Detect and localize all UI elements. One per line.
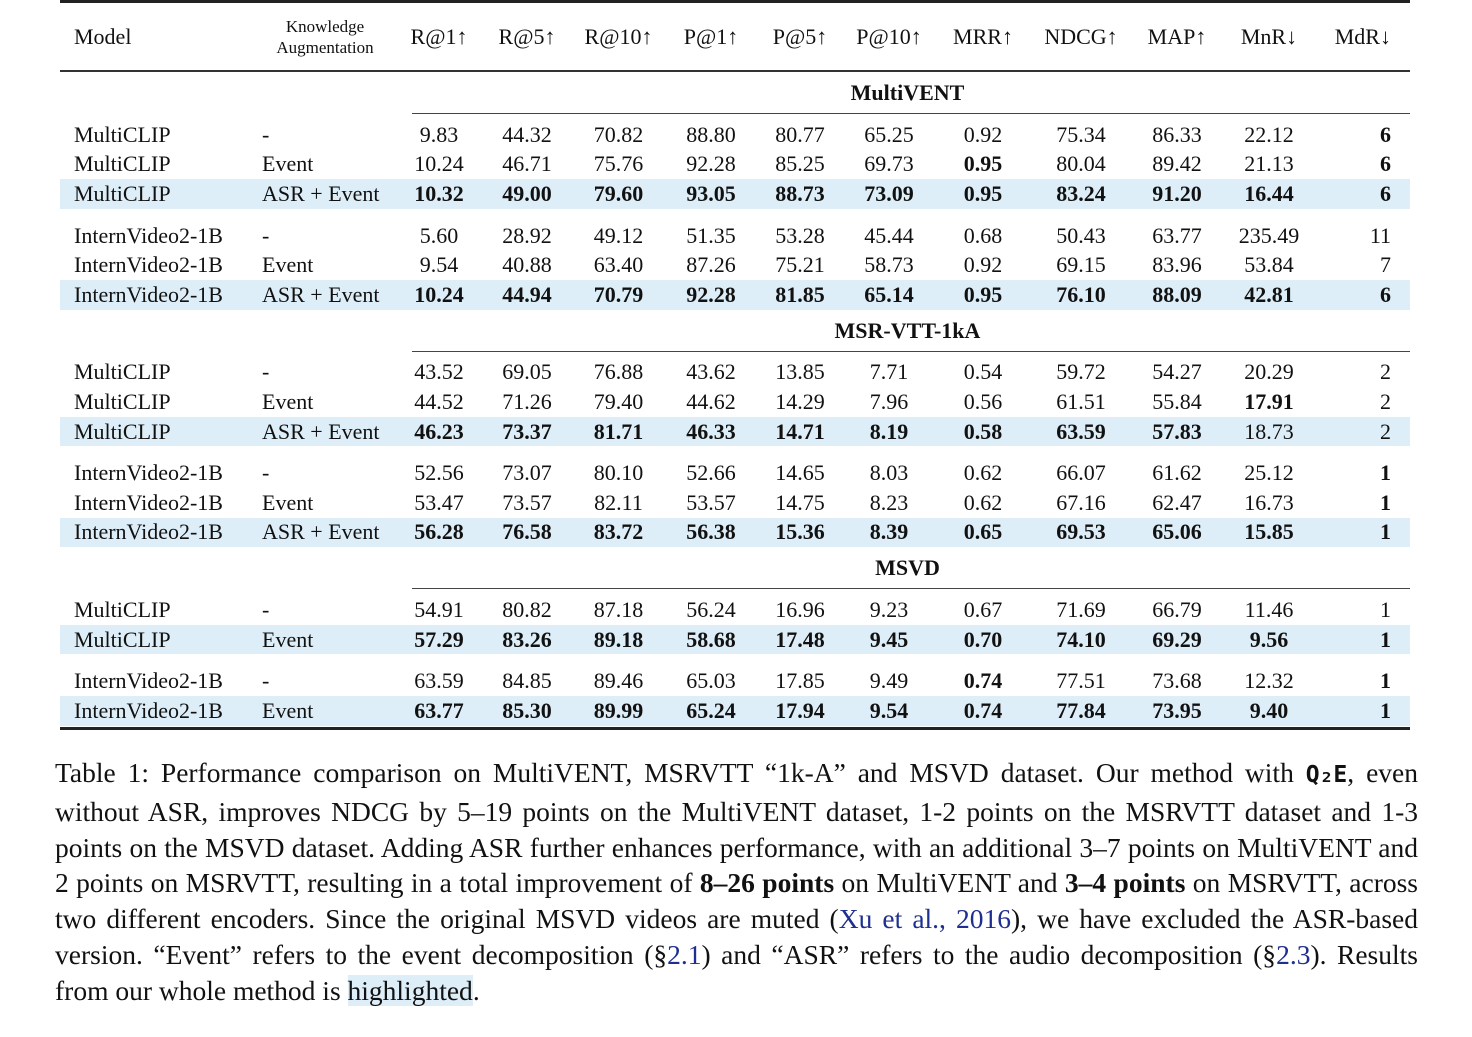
metric-cell: 8.23 bbox=[869, 489, 909, 515]
metric-cell: 69.15 bbox=[1056, 252, 1106, 278]
model-cell: MultiCLIP bbox=[74, 626, 171, 652]
model-cell: InternVideo2-1B bbox=[74, 697, 223, 723]
metric-cell: 17.85 bbox=[775, 668, 825, 694]
metric-cell: 11 bbox=[1369, 222, 1391, 248]
metric-cell: 16.73 bbox=[1244, 489, 1294, 515]
metric-cell: 17.48 bbox=[775, 626, 825, 652]
augmentation-cell: Event bbox=[262, 388, 314, 414]
column-header: NDCG↑ bbox=[1044, 23, 1118, 49]
metric-cell: 69.73 bbox=[864, 151, 914, 177]
metric-cell: 8.19 bbox=[869, 418, 909, 444]
augmentation-cell: - bbox=[262, 222, 270, 248]
augmentation-cell: ASR + Event bbox=[262, 281, 380, 307]
metric-cell: 73.57 bbox=[502, 489, 552, 515]
metric-cell: 1 bbox=[1380, 519, 1391, 545]
metric-cell: 46.23 bbox=[414, 418, 464, 444]
metric-cell: 66.79 bbox=[1152, 596, 1202, 622]
metric-cell: 42.81 bbox=[1244, 281, 1294, 307]
metric-cell: 14.75 bbox=[775, 489, 825, 515]
metric-cell: 53.28 bbox=[775, 222, 825, 248]
model-cell: InternVideo2-1B bbox=[74, 489, 223, 515]
caption-text: Table 1: Performance comparison on MultiVENT, MSRVTT “1k-A” and MSVD dataset. Our method with bbox=[55, 757, 1306, 788]
table-row bbox=[60, 387, 1410, 417]
metric-cell: 82.11 bbox=[594, 489, 643, 515]
metric-cell: 9.23 bbox=[869, 596, 909, 622]
section-rule bbox=[412, 113, 1410, 114]
metric-cell: 71.69 bbox=[1056, 596, 1106, 622]
table-row bbox=[60, 150, 1410, 180]
column-header: R@1↑ bbox=[410, 23, 468, 49]
metric-cell: 75.21 bbox=[775, 252, 825, 278]
metric-cell: 83.26 bbox=[502, 626, 552, 652]
metric-cell: 89.18 bbox=[593, 626, 644, 652]
metric-cell: 86.33 bbox=[1152, 121, 1202, 147]
table-row bbox=[60, 280, 1410, 310]
metric-cell: 45.44 bbox=[864, 222, 914, 248]
metric-cell: 43.62 bbox=[686, 359, 736, 385]
column-header: MAP↑ bbox=[1147, 23, 1207, 49]
metric-cell: 80.04 bbox=[1056, 151, 1106, 177]
metric-cell: 92.28 bbox=[686, 151, 736, 177]
caption-text: ), we have excluded the ASR-based version. “Event” refers to the event decomposition (§ bbox=[55, 903, 1418, 970]
metric-cell: 77.51 bbox=[1056, 668, 1106, 694]
model-cell: MultiCLIP bbox=[74, 151, 171, 177]
metric-cell: 10.24 bbox=[414, 151, 464, 177]
metric-cell: 8.39 bbox=[869, 519, 909, 545]
metric-cell: 75.34 bbox=[1056, 121, 1106, 147]
metric-cell: 83.24 bbox=[1056, 180, 1106, 206]
metric-cell: 63.59 bbox=[1056, 418, 1106, 444]
table-body bbox=[60, 72, 1410, 726]
augmentation-cell: - bbox=[262, 121, 270, 147]
metric-cell: 235.49 bbox=[1238, 222, 1300, 248]
group-gap bbox=[60, 446, 1410, 458]
augmentation-cell: - bbox=[262, 359, 270, 385]
metric-cell: 65.25 bbox=[864, 121, 914, 147]
metric-cell: 10.32 bbox=[414, 180, 464, 206]
metric-cell: 1 bbox=[1380, 697, 1391, 723]
metric-cell: 51.35 bbox=[686, 222, 736, 248]
model-cell: InternVideo2-1B bbox=[74, 252, 223, 278]
caption-text: , even without ASR, improves NDCG by 5–19 points on the MultiVENT dataset, 1-2 points on the MSRVTT dataset and 1-3 points on the MSVD dataset. Adding ASR further enhances performance, with an additional 3–7 points on MultiVENT and 2 points on MSRVTT, resulting in a total improvement of bbox=[55, 757, 1418, 899]
metric-cell: 6 bbox=[1380, 281, 1391, 307]
model-cell: InternVideo2-1B bbox=[74, 222, 223, 248]
metric-cell: 91.20 bbox=[1152, 180, 1202, 206]
table-row bbox=[60, 179, 1410, 209]
model-cell: InternVideo2-1B bbox=[74, 281, 223, 307]
metric-cell: 9.83 bbox=[419, 121, 459, 147]
augmentation-cell: - bbox=[262, 668, 270, 694]
metric-cell: 73.95 bbox=[1152, 697, 1202, 723]
metric-cell: 93.05 bbox=[686, 180, 736, 206]
section-ref-link[interactable]: 2.1 bbox=[667, 938, 702, 970]
model-cell: MultiCLIP bbox=[74, 388, 171, 414]
metric-cell: 22.12 bbox=[1244, 121, 1294, 147]
section-title: MSVD bbox=[875, 555, 940, 581]
metric-cell: 54.91 bbox=[414, 596, 464, 622]
metric-cell: 53.84 bbox=[1244, 252, 1294, 278]
metric-cell: 87.26 bbox=[686, 252, 736, 278]
metric-cell: 58.68 bbox=[686, 626, 736, 652]
section-header bbox=[60, 547, 1410, 595]
metric-cell: 83.72 bbox=[593, 519, 644, 545]
metric-cell: 0.95 bbox=[963, 151, 1003, 177]
metric-cell: 2 bbox=[1380, 359, 1391, 385]
metric-cell: 73.68 bbox=[1152, 668, 1202, 694]
metric-cell: 80.82 bbox=[502, 596, 552, 622]
table-header bbox=[60, 3, 1410, 72]
metric-cell: 6 bbox=[1380, 151, 1391, 177]
column-header: P@10↑ bbox=[856, 23, 922, 49]
table-row bbox=[60, 221, 1410, 251]
model-cell: InternVideo2-1B bbox=[74, 668, 223, 694]
caption-text: on MSRVTT, across two different encoders. Since the original MSVD videos are muted ( bbox=[55, 867, 1419, 935]
metric-cell: 75.76 bbox=[593, 151, 644, 177]
metric-cell: 0.58 bbox=[963, 418, 1003, 444]
metric-cell: 87.18 bbox=[593, 596, 644, 622]
metric-cell: 55.84 bbox=[1152, 388, 1202, 414]
section-ref-link[interactable]: 2.3 bbox=[1276, 938, 1311, 970]
metric-cell: 76.10 bbox=[1056, 281, 1106, 307]
metric-cell: 52.66 bbox=[686, 460, 736, 486]
metric-cell: 14.71 bbox=[775, 418, 825, 444]
augmentation-cell: Event bbox=[262, 626, 314, 652]
table-row bbox=[60, 696, 1410, 726]
metric-cell: 73.37 bbox=[502, 418, 552, 444]
table-row bbox=[60, 518, 1410, 548]
metric-cell: 73.07 bbox=[502, 460, 552, 486]
citation-year-link[interactable]: 2016 bbox=[956, 903, 1011, 935]
metric-cell: 0.74 bbox=[963, 697, 1003, 723]
metric-cell: 0.62 bbox=[963, 489, 1003, 515]
metric-cell: 7.71 bbox=[869, 359, 909, 385]
augmentation-cell: ASR + Event bbox=[262, 519, 380, 545]
metric-cell: 28.92 bbox=[502, 222, 552, 248]
metric-cell: 52.56 bbox=[414, 460, 464, 486]
augmentation-cell: - bbox=[262, 460, 270, 486]
metric-cell: 0.67 bbox=[963, 596, 1003, 622]
metric-cell: 18.73 bbox=[1244, 418, 1294, 444]
metric-cell: 13.85 bbox=[775, 359, 825, 385]
metric-cell: 65.03 bbox=[686, 668, 736, 694]
metric-cell: 0.95 bbox=[963, 281, 1003, 307]
metric-cell: 0.92 bbox=[963, 252, 1003, 278]
metric-cell: 59.72 bbox=[1056, 359, 1106, 385]
caption-text: ) and “ASR” refers to the audio decomposition (§ bbox=[701, 938, 1277, 970]
section-title: MultiVENT bbox=[850, 80, 965, 105]
metric-cell: 53.57 bbox=[686, 489, 736, 515]
table-row bbox=[60, 250, 1410, 280]
section-rule bbox=[412, 351, 1410, 352]
metric-cell: 9.56 bbox=[1249, 626, 1289, 652]
metric-cell: 67.16 bbox=[1056, 489, 1106, 515]
column-header: P@1↑ bbox=[683, 23, 739, 49]
metric-cell: 84.85 bbox=[502, 668, 552, 694]
metric-cell: 20.29 bbox=[1244, 359, 1294, 385]
metric-cell: 16.96 bbox=[775, 596, 825, 622]
metric-cell: 53.47 bbox=[414, 489, 464, 515]
caption-bold: 8–26 points bbox=[699, 867, 835, 899]
column-header: MnR↓ bbox=[1240, 23, 1298, 49]
metric-cell: 65.06 bbox=[1152, 519, 1202, 545]
model-cell: MultiCLIP bbox=[74, 180, 171, 206]
metric-cell: 88.09 bbox=[1152, 281, 1202, 307]
metric-cell: 1 bbox=[1380, 596, 1391, 622]
metric-cell: 1 bbox=[1380, 668, 1391, 694]
table-row bbox=[60, 417, 1410, 447]
metric-cell: 0.65 bbox=[963, 519, 1003, 545]
metric-cell: 81.71 bbox=[593, 418, 644, 444]
metric-cell: 89.42 bbox=[1152, 151, 1202, 177]
metric-cell: 65.24 bbox=[686, 697, 736, 723]
metric-cell: 9.45 bbox=[869, 626, 909, 652]
metric-cell: 77.84 bbox=[1056, 697, 1106, 723]
column-header: MRR↑ bbox=[953, 23, 1013, 49]
metric-cell: 0.56 bbox=[963, 388, 1003, 414]
metric-cell: 0.68 bbox=[963, 222, 1003, 248]
column-header: P@5↑ bbox=[772, 23, 828, 49]
column-header: R@10↑ bbox=[584, 23, 653, 49]
metric-cell: 71.26 bbox=[502, 388, 552, 414]
table-row bbox=[60, 595, 1410, 625]
metric-cell: 63.77 bbox=[414, 697, 464, 723]
metric-cell: 1 bbox=[1380, 460, 1391, 486]
metric-cell: 5.60 bbox=[419, 222, 459, 248]
model-cell: InternVideo2-1B bbox=[74, 460, 223, 486]
metric-cell: 57.29 bbox=[414, 626, 464, 652]
metric-cell: 0.70 bbox=[963, 626, 1003, 652]
table-caption bbox=[55, 755, 1418, 1009]
table-row bbox=[60, 358, 1410, 388]
metric-cell: 21.13 bbox=[1244, 151, 1294, 177]
table-row bbox=[60, 120, 1410, 150]
metric-cell: 10.24 bbox=[414, 281, 464, 307]
metric-cell: 2 bbox=[1380, 418, 1391, 444]
column-header: MdR↓ bbox=[1334, 23, 1391, 49]
metric-cell: 79.40 bbox=[593, 388, 644, 414]
caption-text: ). Results from our whole method is bbox=[55, 938, 1418, 1006]
metric-cell: 80.10 bbox=[593, 460, 644, 486]
metric-cell: 69.29 bbox=[1152, 626, 1202, 652]
augmentation-cell: Event bbox=[262, 489, 314, 515]
metric-cell: 1 bbox=[1380, 626, 1391, 652]
metric-cell: 58.73 bbox=[864, 252, 914, 278]
metric-cell: 56.24 bbox=[686, 596, 736, 622]
table-bottom-rule bbox=[60, 727, 1410, 730]
metric-cell: 57.83 bbox=[1152, 418, 1202, 444]
metric-cell: 1 bbox=[1380, 489, 1391, 515]
caption-text: on MultiVENT and bbox=[834, 867, 1065, 899]
metric-cell: 81.85 bbox=[775, 281, 825, 307]
metric-cell: 63.77 bbox=[1152, 222, 1202, 248]
metric-cell: 0.54 bbox=[963, 359, 1003, 385]
table-row bbox=[60, 666, 1410, 696]
metric-cell: 14.65 bbox=[775, 460, 825, 486]
metric-cell: 44.52 bbox=[414, 388, 464, 414]
metric-cell: 65.14 bbox=[864, 281, 914, 307]
column-header: Model bbox=[74, 23, 132, 49]
metric-cell: 66.07 bbox=[1056, 460, 1106, 486]
metric-cell: 0.95 bbox=[963, 180, 1003, 206]
metric-cell: 17.91 bbox=[1244, 388, 1294, 414]
metric-cell: 6 bbox=[1380, 121, 1391, 147]
augmentation-cell: - bbox=[262, 596, 270, 622]
metric-cell: 8.03 bbox=[869, 460, 909, 486]
metric-cell: 17.94 bbox=[775, 697, 825, 723]
augmentation-cell: Event bbox=[262, 697, 314, 723]
metric-cell: 49.12 bbox=[593, 222, 644, 248]
metric-cell: 44.94 bbox=[502, 281, 552, 307]
metric-cell: 61.51 bbox=[1056, 388, 1106, 414]
metric-cell: 76.58 bbox=[502, 519, 552, 545]
metric-cell: 7 bbox=[1380, 252, 1391, 278]
metric-cell: 88.73 bbox=[775, 180, 825, 206]
metric-cell: 73.09 bbox=[864, 180, 914, 206]
group-gap bbox=[60, 654, 1410, 666]
metric-cell: 88.80 bbox=[686, 121, 736, 147]
metric-cell: 44.62 bbox=[686, 388, 736, 414]
metric-cell: 44.32 bbox=[502, 121, 552, 147]
metric-cell: 54.27 bbox=[1152, 359, 1202, 385]
metric-cell: 83.96 bbox=[1152, 252, 1202, 278]
augmentation-cell: ASR + Event bbox=[262, 418, 380, 444]
metric-cell: 16.44 bbox=[1244, 180, 1294, 206]
column-header: Knowledge Augmentation bbox=[276, 16, 374, 57]
metric-cell: 15.85 bbox=[1244, 519, 1294, 545]
metric-cell: 62.47 bbox=[1152, 489, 1202, 515]
metric-cell: 50.43 bbox=[1056, 222, 1106, 248]
column-header: R@5↑ bbox=[498, 23, 556, 49]
metric-cell: 70.82 bbox=[593, 121, 644, 147]
metric-cell: 76.88 bbox=[593, 359, 644, 385]
section-rule bbox=[412, 588, 1410, 589]
model-cell: MultiCLIP bbox=[74, 596, 171, 622]
model-cell: MultiCLIP bbox=[74, 418, 171, 444]
caption-text bbox=[946, 903, 956, 934]
metric-cell: 63.59 bbox=[414, 668, 464, 694]
model-cell: MultiCLIP bbox=[74, 121, 171, 147]
model-cell: MultiCLIP bbox=[74, 359, 171, 385]
table-row bbox=[60, 458, 1410, 488]
metric-cell: 61.62 bbox=[1152, 460, 1202, 486]
metric-cell: 0.74 bbox=[963, 668, 1003, 694]
metric-cell: 9.40 bbox=[1249, 697, 1289, 723]
table-row bbox=[60, 488, 1410, 518]
metric-cell: 70.79 bbox=[593, 281, 644, 307]
metric-cell: 14.29 bbox=[775, 388, 825, 414]
augmentation-cell: Event bbox=[262, 252, 314, 278]
caption-bold: 3–4 points bbox=[1064, 867, 1186, 899]
metric-cell: 46.71 bbox=[502, 151, 552, 177]
metric-cell: 63.40 bbox=[593, 252, 644, 278]
metric-cell: 85.25 bbox=[775, 151, 825, 177]
augmentation-cell: ASR + Event bbox=[262, 180, 380, 206]
model-cell: InternVideo2-1B bbox=[74, 519, 223, 545]
table-row bbox=[60, 625, 1410, 655]
citation-author-link[interactable]: Xu et al., bbox=[838, 903, 946, 935]
metric-cell: 69.53 bbox=[1056, 519, 1106, 545]
metric-cell: 49.00 bbox=[502, 180, 552, 206]
metric-cell: 80.77 bbox=[775, 121, 825, 147]
method-name: Q₂E bbox=[1305, 762, 1348, 788]
section-title: MSR-VTT-1kA bbox=[834, 317, 981, 343]
metric-cell: 56.38 bbox=[686, 519, 736, 545]
metric-cell: 0.92 bbox=[963, 121, 1003, 147]
metric-cell: 15.36 bbox=[775, 519, 825, 545]
results-table bbox=[60, 0, 1410, 730]
group-gap bbox=[60, 209, 1410, 221]
metric-cell: 69.05 bbox=[502, 359, 552, 385]
metric-cell: 2 bbox=[1380, 388, 1391, 414]
metric-cell: 40.88 bbox=[502, 252, 552, 278]
metric-cell: 79.60 bbox=[593, 180, 644, 206]
metric-cell: 9.54 bbox=[419, 252, 459, 278]
augmentation-cell: Event bbox=[262, 151, 314, 177]
metric-cell: 89.46 bbox=[593, 668, 644, 694]
metric-cell: 9.49 bbox=[869, 668, 909, 694]
highlight-example: highlighted bbox=[347, 974, 473, 1006]
metric-cell: 56.28 bbox=[414, 519, 464, 545]
metric-cell: 9.54 bbox=[869, 697, 909, 723]
metric-cell: 7.96 bbox=[869, 388, 909, 414]
caption-text: . bbox=[472, 974, 480, 1006]
metric-cell: 89.99 bbox=[593, 697, 644, 723]
metric-cell: 0.62 bbox=[963, 460, 1003, 486]
metric-cell: 74.10 bbox=[1056, 626, 1106, 652]
metric-cell: 25.12 bbox=[1244, 460, 1294, 486]
metric-cell: 92.28 bbox=[686, 281, 736, 307]
section-header bbox=[60, 310, 1410, 358]
metric-cell: 12.32 bbox=[1244, 668, 1294, 694]
metric-cell: 11.46 bbox=[1244, 596, 1294, 622]
metric-cell: 6 bbox=[1380, 180, 1391, 206]
metric-cell: 43.52 bbox=[414, 359, 464, 385]
section-header bbox=[60, 72, 1410, 120]
metric-cell: 85.30 bbox=[502, 697, 552, 723]
metric-cell: 46.33 bbox=[686, 418, 736, 444]
